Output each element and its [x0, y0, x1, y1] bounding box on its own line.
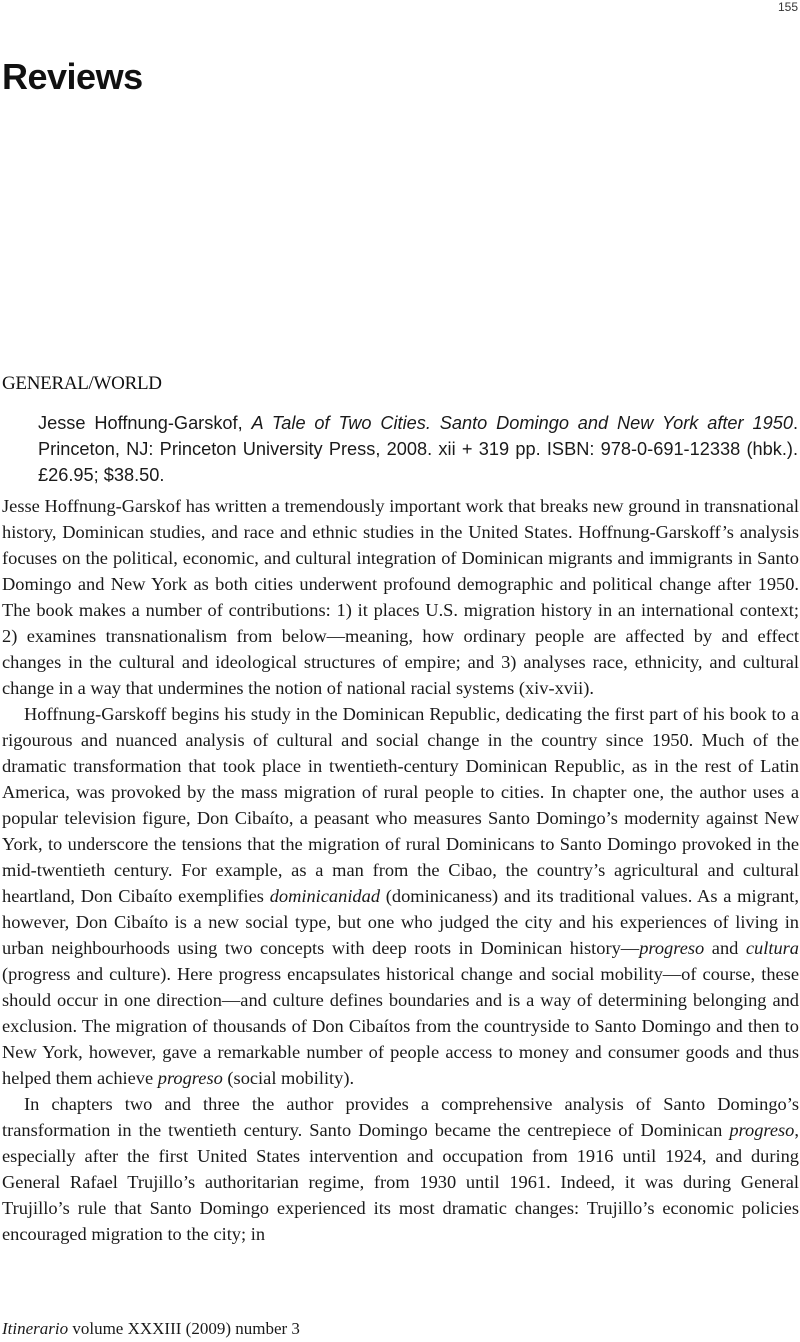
journal-issue: volume XXXIII (2009) number 3: [68, 1319, 300, 1338]
paragraph-1: Jesse Hoffnung-Garskof has written a tremendously important work that breaks new ground in transnational history, Dominican studies, and race and ethnic studies in the United States. Hoffnung-Garskoff’s analysis focuses on the political, economic, and cultural integration of Dominican migrants and immigrants in Santo Domingo and New York as both cities underwent profound demographic and political change after 1950. The book makes a number of contributions: 1) it places U.S. migration history in an international context; 2) examines transnationalism from below—meaning, how ordinary people are affected by and effect changes in the cultural and ideological structures of empire; and 3) analyses race, ethnicity, and cultural change in a way that undermines the notion of national racial systems (xiv-xvii).: [2, 496, 799, 698]
citation-author: Jesse Hoffnung-Garskof,: [38, 413, 252, 433]
paragraph-2-text-b: (dominicaness) and its traditional values. As a migrant, however, Don Cibaíto is a new social type, but one who judged the city and his experiences of living in urban neighbourhoods using two concepts with deep roots in Dominican history—: [2, 886, 799, 958]
paragraph-3-italic-1: progreso: [729, 1120, 795, 1140]
paragraph-2-text-e: (social mobility).: [222, 1068, 355, 1088]
paragraph-3-text-b: , especially after the first United States intervention and occupation from 1916 until 1924, and during General Rafael Trujillo’s authoritarian regime, from 1930 until 1961. Indeed, it was during General Trujillo’s rule that Santo Domingo experienced its most dramatic changes: Trujillo’s economic policies encouraged migration to the city; in: [2, 1120, 799, 1244]
paragraph-2-italic-4: progreso: [157, 1068, 223, 1088]
paragraph-2: [2, 701, 799, 1091]
paragraph-2-text-d: (progress and culture). Here progress encapsulates historical change and social mobility—of course, these should occur in one direction—and culture defines boundaries and is a way of determining belonging and exclusion. The migration of thousands of Don Cibaítos from the countryside to Santo Domingo and then to New York, however, gave a remarkable number of people access to money and consumer goods and thus helped them achieve: [2, 964, 799, 1088]
review-body: [2, 493, 799, 1247]
page-title: Reviews: [2, 56, 143, 97]
paragraph-2-text-a: Hoffnung-Garskoff begins his study in the Dominican Republic, dedicating the first part of his book to a rigourous and nuanced analysis of cultural and social change in the country since 1950. Much of the dramatic transformation that took place in twentieth-century Dominican Republic, as in the rest of Latin America, was provoked by the mass migration of rural people to cities. In chapter one, the author uses a popular television figure, Don Cibaíto, a peasant who measures Santo Domingo’s modernity against New York, to underscore the tensions that the migration of rural Dominicans to Santo Domingo provoked in the mid-twentieth century. For example, as a man from the Cibao, the country’s agricultural and cultural heartland, Don Cibaíto exemplifies: [2, 704, 799, 906]
citation-book-title: A Tale of Two Cities. Santo Domingo and New York after 1950: [251, 413, 793, 433]
paragraph-3: [2, 1091, 799, 1247]
paragraph-2-italic-2: progreso: [639, 938, 705, 958]
section-heading: GENERAL/WORLD: [2, 373, 162, 394]
journal-name: Itinerario: [2, 1319, 69, 1338]
book-citation: [38, 410, 798, 488]
page-number: 155: [777, 0, 798, 14]
journal-footer: [2, 1319, 300, 1339]
paragraph-2-italic-1: dominicanidad: [269, 886, 381, 906]
paragraph-3-text-a: In chapters two and three the author provides a comprehensive analysis of Santo Domingo’s transformation in the twentieth century. Santo Domingo became the centrepiece of Dominican: [2, 1094, 799, 1140]
paragraph-2-text-c: and: [704, 938, 746, 958]
paragraph-2-italic-3: cultura: [745, 938, 799, 958]
citation-details: . Princeton, NJ: Princeton University Press, 2008. xii + 319 pp. ISBN: 978-0-691-12338 (hbk.). £26.95; $38.50.: [38, 413, 798, 485]
